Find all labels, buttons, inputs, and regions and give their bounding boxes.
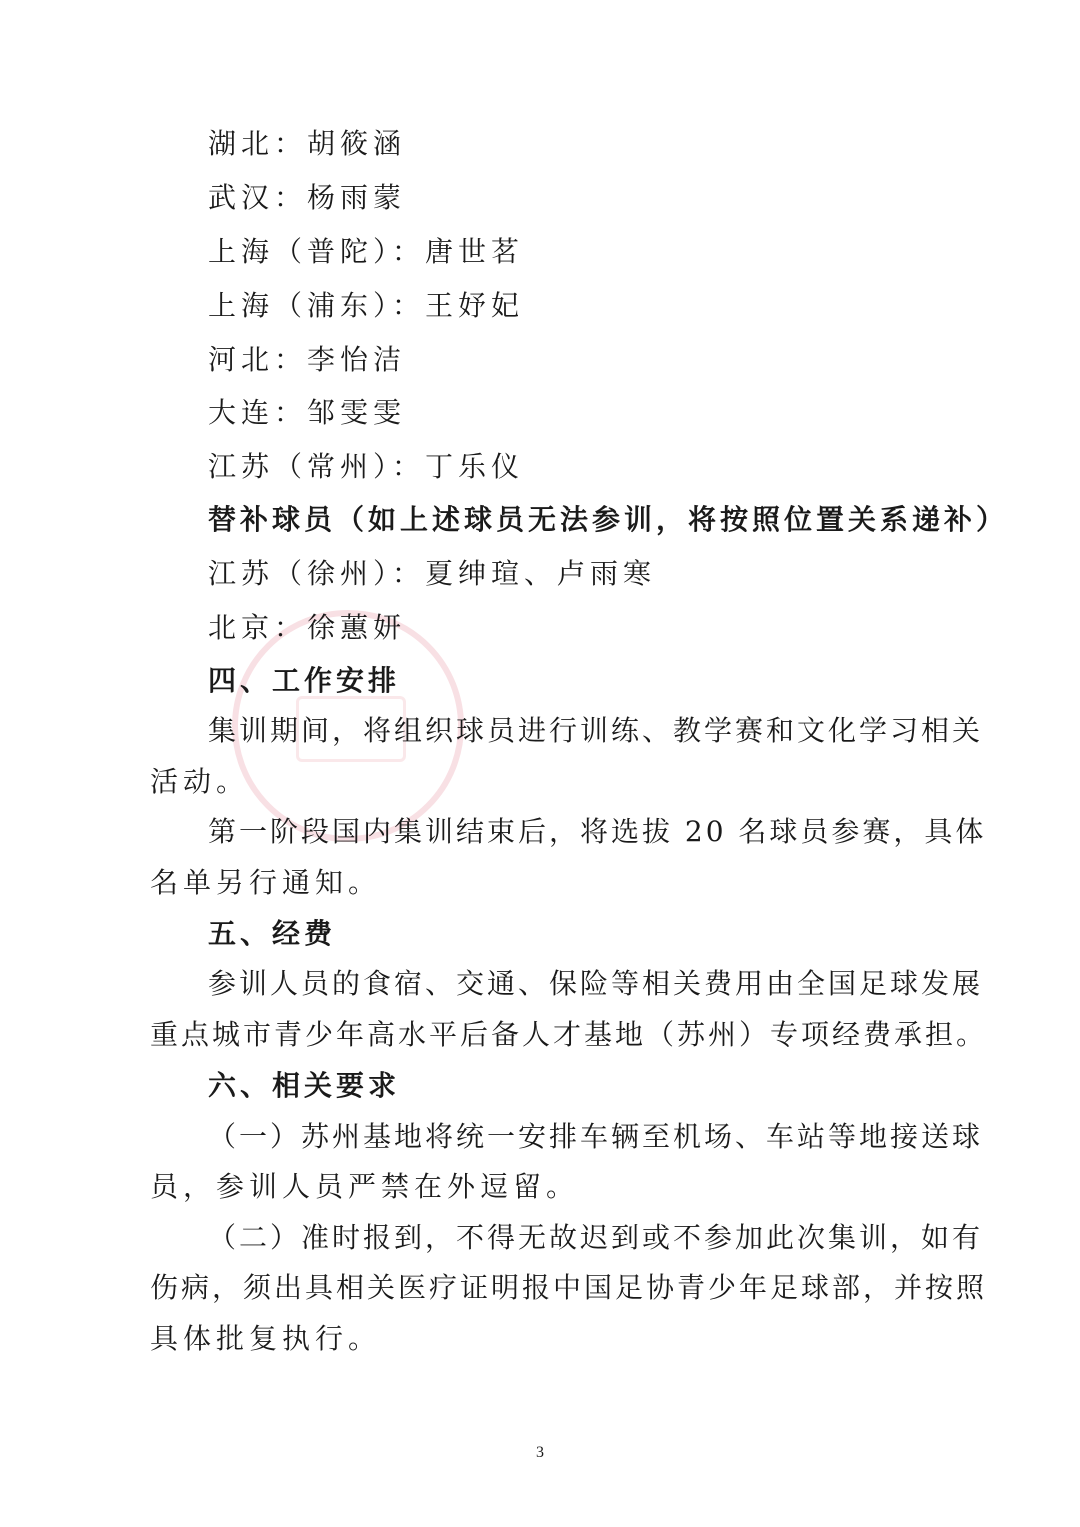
roster-line-hubei: 湖北：胡筱涵 <box>208 127 407 160</box>
requirement-2-line-3: 具体批复执行。 <box>150 1322 382 1355</box>
requirement-2-line-1: （二）准时报到，不得无故迟到或不参加此次集训，如有 <box>208 1221 984 1254</box>
roster-line-dalian: 大连：邹雯雯 <box>208 396 407 429</box>
roster-line-wuhan: 武汉：杨雨蒙 <box>208 181 407 214</box>
roster-line-shanghai-putuo: 上海（普陀）：唐世茗 <box>208 235 525 268</box>
roster-line-shanghai-pudong: 上海（浦东）：王妤妃 <box>208 289 525 322</box>
work-arrangement-paragraph-2-line-1: 第一阶段国内集训结束后，将选拔 20 名球员参赛，具体 <box>208 815 987 848</box>
roster-line-hebei: 河北：李怡洁 <box>208 343 407 376</box>
roster-line-jiangsu-changzhou: 江苏（常州）：丁乐仪 <box>208 450 525 483</box>
substitutes-heading: 替补球员（如上述球员无法参训，将按照位置关系递补） <box>208 503 1009 536</box>
section-heading-funding: 五、经费 <box>208 917 337 950</box>
funding-paragraph-line-1: 参训人员的食宿、交通、保险等相关费用由全国足球发展 <box>208 967 984 1000</box>
section-heading-requirements: 六、相关要求 <box>208 1069 401 1102</box>
substitute-line-jiangsu-xuzhou: 江苏（徐州）：夏绅瑄、卢雨寒 <box>208 557 657 590</box>
requirement-2-line-2: 伤病，须出具相关医疗证明报中国足协青少年足球部，并按照 <box>150 1271 988 1304</box>
page-number: 3 <box>536 1444 544 1461</box>
funding-paragraph-line-2: 重点城市青少年高水平后备人才基地（苏州）专项经费承担。 <box>150 1018 988 1051</box>
substitute-line-beijing: 北京：徐蕙妍 <box>208 611 407 644</box>
section-heading-work-arrangement: 四、工作安排 <box>208 664 401 697</box>
requirement-1-line-1: （一）苏州基地将统一安排车辆至机场、车站等地接送球 <box>208 1120 984 1153</box>
work-arrangement-paragraph-1-line-1: 集训期间，将组织球员进行训练、教学赛和文化学习相关 <box>208 714 984 747</box>
work-arrangement-paragraph-2-line-2: 名单另行通知。 <box>150 866 382 899</box>
requirement-1-line-2: 员，参训人员严禁在外逗留。 <box>150 1170 580 1203</box>
work-arrangement-paragraph-1-line-2: 活动。 <box>150 765 250 798</box>
